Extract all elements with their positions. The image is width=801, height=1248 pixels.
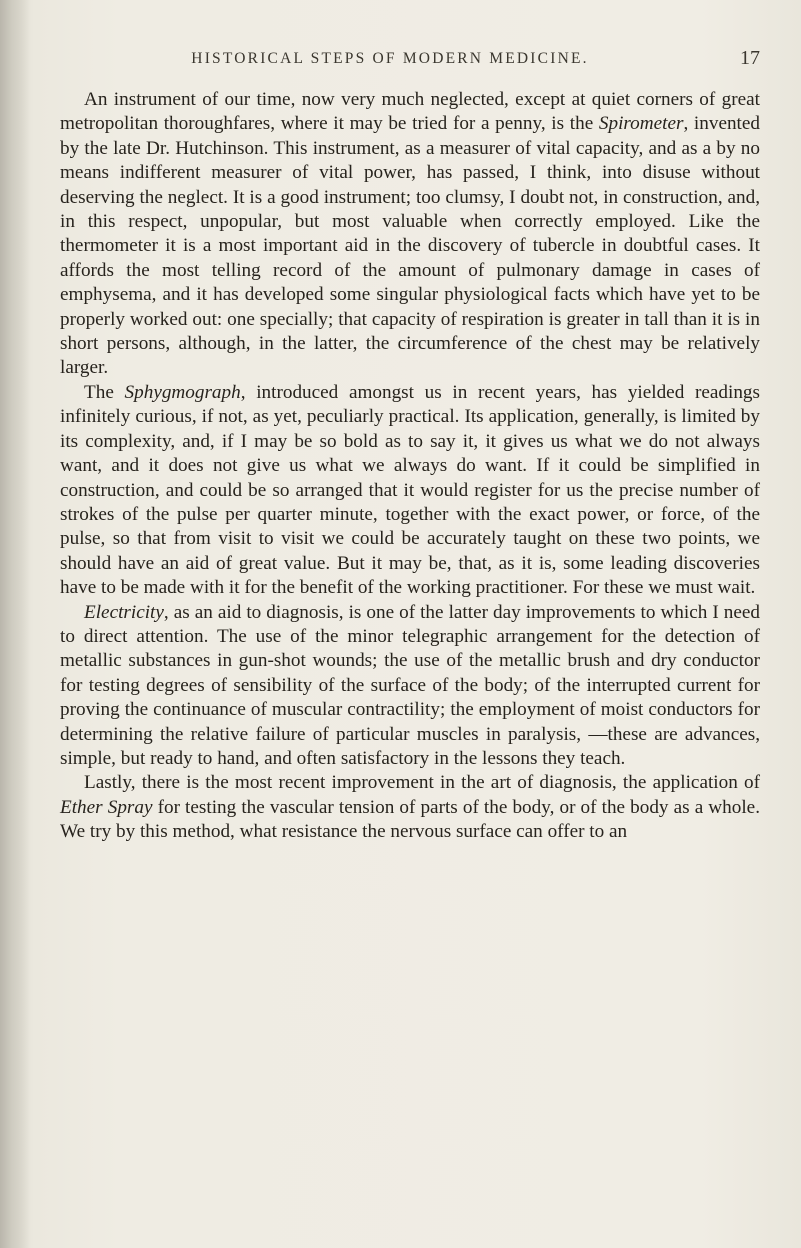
text-run: , as an aid to diagnosis, is one of the latter day improvements to which I need to direct attention. The use of the minor telegraphic arrangement for the detection of metallic substances in gun-shot wounds; the use of the metallic brush and dry conductor for testing degrees of sensibility of the surface of the body; of the interrupted current for proving the continuance of muscular contractility; the employment of moist conductors for determining the relative failure of particular muscles in paralysis, —these are advances, simple, but ready to hand, and often satisfactory in the lessons they teach. [60,601,760,769]
text-run: Lastly, there is the most recent improvement in the art of diagnosis, the application of [84,772,760,794]
running-head: HISTORICAL STEPS OF MODERN MEDICINE. [191,50,589,67]
paragraph-sphygmograph [60,381,760,601]
page-number: 17 [740,47,760,69]
page-gutter-shadow [0,0,30,1248]
paragraph-electricity [60,601,760,772]
term-spirometer: Spirometer [598,113,684,135]
text-run: for testing the vascular tension of parts of the body, or of the body as a whole. We try by this method, what resistance the nervous surface can offer to an [60,796,760,843]
term-electricity: Electricity [84,601,164,623]
text-run: An instrument of our time, now very much neglected, except at quiet corners of great metropolitan thoroughfares, where it may be tried for a penny, is the [60,89,760,135]
paragraph-spirometer [60,88,760,381]
text-run: , introduced amongst us in recent years, has yielded readings infinitely curious, if not, as yet, peculiarly practical. Its application, generally, is limited by its complexity, and, if I may be so bold as to say it, it gives us what we do not always want, and it does not give us what we always do want. If it could be simplified in construction, and could be so arranged that it would register for us the precise number of strokes of the pulse per quarter minute, together with the exact power, or force, of the pulse, so that from visit to visit we could be accurately taught on these two points, we should have an aid of great value. But it may be, that, as it is, some leading discoveries have to be made with it for the benefit of the working practitioner. For these we must wait. [60,381,760,599]
paragraph-ether-spray [60,771,760,844]
text-run: The [84,381,125,403]
body-text [60,88,760,845]
text-run: , invented by the late Dr. Hutchinson. This instrument, as a measurer of vital capacity, and as a by no means indifferent measurer of vital power, has passed, I think, into disuse without deserving the neglect. It is a good instrument; too clumsy, I doubt not, in construction, and, in this respect, unpopular, but most valuable when correctly employed. Like the thermometer it is a most important aid in the discovery of tubercle in doubtful cases. It affords the most telling record of the amount of pulmonary damage in cases of emphysema, and it has developed some singular physiological facts which have yet to be properly worked out: one specially; that capacity of respiration is greater in tall than it is in short persons, although, in the latter, the circumference of the chest may be relatively larger. [60,113,760,379]
term-ether-spray: Ether Spray [60,796,153,818]
page-header [0,47,801,74]
term-sphygmograph: Sphygmograph [124,381,241,403]
